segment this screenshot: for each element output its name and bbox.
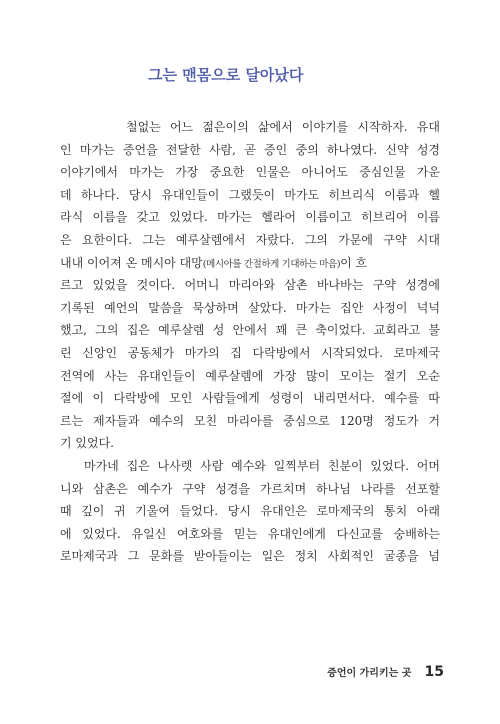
section-heading: 그는 맨몸으로 달아났다 [148,60,438,90]
text-line: 은 요한이다. 그는 예루살렘에서 자랐다. 그의 가문에 구약 시대 [60,232,440,247]
text-line: 린 신앙인 공동체가 마가의 집 다락방에서 시작되었다. 로마제국 [60,345,440,360]
text-line: 마가네 집은 나사렛 사람 예수와 일찍부터 친분이 있었다. 어머 [84,458,440,473]
page-number: 15 [424,664,444,680]
text-segment: 이 흐 [340,255,368,270]
text-line: 에 있었다. 유일신 여호와를 믿는 유대인에게 다신교를 숭배하는 [60,526,440,541]
text-line: 절에 이 다락방에 모인 사람들에게 성령이 내리면서다. 예수를 따 [60,391,440,406]
text-line: 르고 있었을 것이다. 어머니 마리아와 삼촌 바나바는 구약 성경에 [60,278,440,293]
text-line: 철없는 어느 젊은이의 삶에서 이야기를 시작하자. 유대 [126,120,440,134]
running-title: 증언이 가리키는 곳 [327,668,412,679]
text-line: 라식 이름을 갖고 있었다. 마가는 헬라어 이름이고 히브리어 이름 [60,210,440,225]
text-line: 기록된 예언의 말씀을 묵상하며 살았다. 마가는 집안 사정이 넉넉 [60,300,440,315]
inline-note: (메시아를 간절하게 기대하는 마음) [202,258,341,270]
text-line: 기 있었다. [60,436,114,451]
text-line: 데 하나다. 당시 유대인들이 그랬듯이 마가도 히브리식 이름과 헬 [60,187,440,202]
body-text [60,116,440,568]
text-line: 로마제국과 그 문화를 받아들이는 일은 정치 사회적인 굴종을 넘 [60,549,440,564]
text-line: 전역에 사는 유대인들이 예루살렘에 가장 많이 모이는 절기 오순 [60,368,440,383]
text-line: 르는 제자들과 예수의 모친 마리아를 중심으로 120명 정도가 거 [60,413,440,428]
text-line: 인 마가는 증언을 전달한 사람, 곧 증인 중의 하나였다. 신약 성경 [60,142,440,157]
text-line: 니와 삼촌은 예수가 구약 성경을 가르치며 하나님 나라를 선포할 [60,481,440,496]
text-line-with-note [60,252,440,275]
text-segment: 내내 이어져 온 메시아 대망 [60,255,203,270]
text-line: 이야기에서 마가는 가장 중요한 인물은 아니어도 중심인물 가운 [60,165,440,180]
page-footer [327,661,444,681]
text-line: 때 깊이 귀 기울여 들었다. 당시 유대인은 로마제국의 통치 아래 [60,504,440,519]
text-line: 했고, 그의 집은 예루살렘 성 안에서 꽤 큰 축이었다. 교회라고 불 [60,323,440,338]
